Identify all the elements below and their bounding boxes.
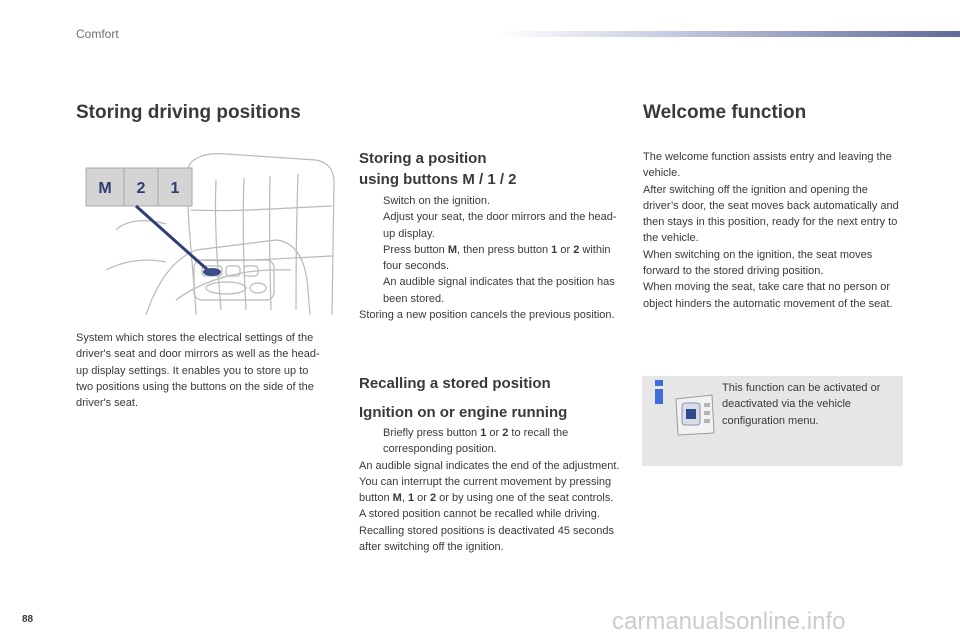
- recall-heading: Recalling a stored position: [359, 375, 551, 392]
- info-text: This function can be activated or deactivated via the vehicle configuration menu.: [722, 382, 881, 427]
- memory-button-1: 1: [170, 180, 180, 197]
- page-title: Storing driving positions: [76, 102, 301, 123]
- memory-buttons: [86, 168, 192, 206]
- intro-text: System which stores the electrical settings of the driver's seat and door mirrors as well as the head-up display settings. It enables you to store up to two positions using the buttons on the side of the driver's seat.: [76, 332, 320, 410]
- list-item: Adjust your seat, the door mirrors and the head-up display.: [383, 211, 617, 240]
- store-note: An audible signal indicates that the position has been stored.: [383, 276, 615, 305]
- recall-paragraph: A stored position cannot be recalled while driving.: [359, 508, 600, 521]
- seat-illustration: [76, 150, 338, 315]
- section-label: Comfort: [76, 27, 119, 41]
- welcome-title: Welcome function: [643, 102, 807, 123]
- recall-text: [359, 425, 623, 555]
- recall-subheading: Ignition on or engine running: [359, 404, 568, 421]
- memory-button-2: 2: [136, 180, 146, 197]
- store-steps: [359, 193, 623, 323]
- list-item: Switch on the ignition.: [383, 195, 491, 207]
- page-number: 88: [22, 614, 34, 625]
- store-heading-line-2: using buttons M / 1 / 2: [359, 171, 517, 188]
- recall-paragraph: An audible signal indicates the end of the adjustment.: [359, 459, 620, 472]
- watermark: carmanualsonline.info: [612, 608, 846, 635]
- store-cancel-text: Storing a new position cancels the previous position.: [359, 309, 615, 322]
- config-screen-icon: [672, 393, 718, 442]
- recall-paragraph: Recalling stored positions is deactivated 45 seconds after switching off the ignition.: [359, 524, 614, 554]
- welcome-text: The welcome function assists entry and leaving the vehicle. After switching off the ignition and opening the driver’s door, the seat moves back automatically and then stays in this position, ready for the next entry to the vehicle. When switching on the ignition, the seat moves forward to the stored driving position. When moving the seat, take care that no person or object hinders the automatic movement of the seat.: [643, 151, 899, 310]
- list-item: Press button M, then press button 1 or 2 within four seconds.: [383, 243, 611, 273]
- store-heading: [359, 148, 517, 190]
- store-heading-line-1: Storing a position: [359, 150, 487, 167]
- header-bar: [500, 31, 960, 37]
- list-item: Briefly press button 1 or 2 to recall the corresponding position.: [383, 427, 569, 456]
- recall-paragraph: You can interrupt the current movement by pressing button M, 1 or 2 or by using one of the seat controls.: [359, 475, 614, 505]
- memory-button-m: M: [98, 180, 112, 197]
- info-icon: [652, 380, 666, 409]
